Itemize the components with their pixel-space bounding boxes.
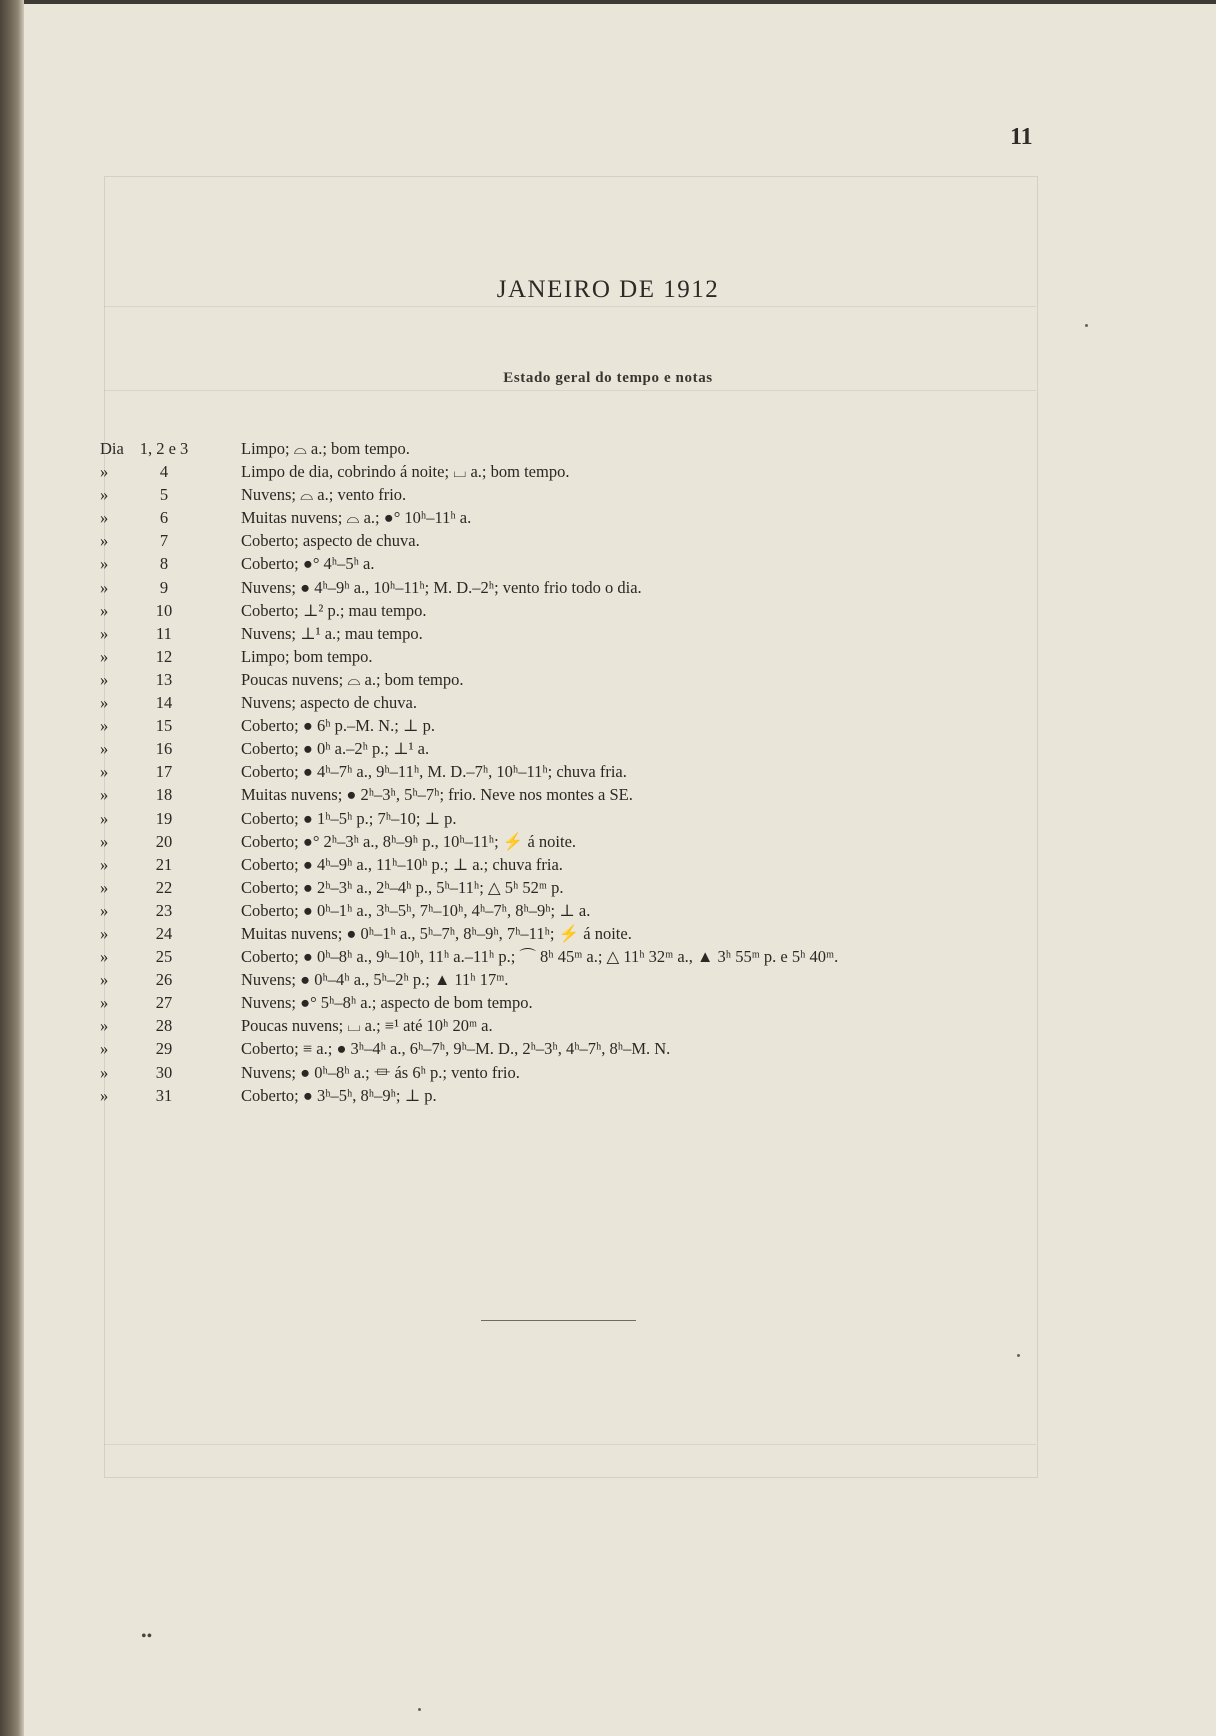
table-row — [0, 899, 1216, 922]
day-number: 16 — [155, 739, 173, 759]
day-label: » — [100, 1085, 109, 1105]
table-row — [0, 691, 1216, 714]
table-row — [0, 783, 1216, 806]
day-number: 26 — [155, 970, 173, 990]
day-number: 30 — [155, 1062, 173, 1082]
day-label: » — [100, 785, 109, 805]
page-subtitle: Estado geral do tempo e notas — [503, 370, 713, 386]
day-label: » — [100, 877, 109, 897]
weather-notes-list — [0, 437, 1216, 1107]
day-label: » — [100, 577, 109, 597]
day-label: » — [100, 508, 109, 528]
day-number: 1, 2 e 3 — [139, 439, 189, 458]
weather-note: Limpo; ⌓ a.; bom tempo. — [241, 439, 410, 458]
day-label: » — [100, 1062, 109, 1082]
day-number: 27 — [155, 993, 173, 1013]
weather-note: Nuvens; ● 0ʰ–8ʰ a.; ⏛ ás 6ʰ p.; vento frio. — [241, 1062, 520, 1082]
day-label: » — [100, 531, 109, 551]
table-row — [0, 807, 1216, 830]
day-label: » — [100, 693, 109, 713]
weather-note: Muitas nuvens; ● 2ʰ–3ʰ, 5ʰ–7ʰ; frio. Neve nos montes a SE. — [241, 785, 633, 805]
table-row — [0, 853, 1216, 876]
day-number: 14 — [155, 693, 173, 713]
weather-note: Muitas nuvens; ● 0ʰ–1ʰ a., 5ʰ–7ʰ, 8ʰ–9ʰ, 7ʰ–11ʰ; ⚡ á noite. — [241, 923, 632, 943]
day-number: 11 — [156, 623, 172, 643]
day-number: 29 — [155, 1039, 173, 1059]
weather-note: Coberto; ● 1ʰ–5ʰ p.; 7ʰ–10; ⊥ p. — [241, 808, 457, 828]
day-label: » — [100, 462, 109, 482]
paper-speck — [1017, 1354, 1020, 1357]
weather-note: Coberto; ● 4ʰ–9ʰ a., 11ʰ–10ʰ p.; ⊥ a.; chuva fria. — [241, 854, 563, 874]
weather-note: Coberto; ● 4ʰ–7ʰ a., 9ʰ–11ʰ, M. D.–7ʰ, 10ʰ–11ʰ; chuva fria. — [241, 762, 627, 782]
weather-note: Coberto; aspecto de chuva. — [241, 531, 420, 551]
day-number: 15 — [155, 716, 173, 736]
table-row — [0, 945, 1216, 968]
day-number: 13 — [155, 669, 173, 689]
day-number: 8 — [159, 554, 169, 574]
weather-note: Limpo; bom tempo. — [241, 646, 373, 666]
table-row — [0, 552, 1216, 575]
bleed-through-line — [104, 390, 1036, 391]
day-number: 6 — [159, 508, 169, 528]
table-row — [0, 483, 1216, 506]
paper-speck — [418, 1708, 421, 1711]
day-number: 20 — [155, 831, 173, 851]
day-number: 7 — [159, 531, 169, 551]
day-number: 18 — [155, 785, 173, 805]
day-number: 17 — [155, 762, 173, 782]
table-row — [0, 1014, 1216, 1037]
bleed-through-line — [104, 1444, 1036, 1445]
day-number: 28 — [155, 1016, 173, 1036]
weather-note: Coberto; ● 2ʰ–3ʰ a., 2ʰ–4ʰ p., 5ʰ–11ʰ; △ 5ʰ 52ᵐ p. — [241, 877, 564, 897]
day-label: » — [100, 947, 109, 967]
day-label: Dia — [100, 439, 124, 458]
weather-note: Nuvens; aspecto de chuva. — [241, 693, 417, 713]
table-row — [0, 506, 1216, 529]
weather-note: Nuvens; ● 0ʰ–4ʰ a., 5ʰ–2ʰ p.; ▲ 11ʰ 17ᵐ. — [241, 970, 509, 990]
day-label: » — [100, 623, 109, 643]
table-row — [0, 760, 1216, 783]
table-row — [0, 599, 1216, 622]
weather-note: Limpo de dia, cobrindo á noite; ⌴ a.; bom tempo. — [241, 462, 570, 482]
weather-note: Muitas nuvens; ⌓ a.; ●° 10ʰ–11ʰ a. — [241, 508, 472, 528]
weather-note: Coberto; ● 0ʰ a.–2ʰ p.; ⊥¹ a. — [241, 739, 430, 759]
day-number: 4 — [159, 462, 169, 482]
day-label: » — [100, 900, 109, 920]
table-row — [0, 529, 1216, 552]
weather-note: Nuvens; ⌓ a.; vento frio. — [241, 485, 407, 505]
page-number: 11 — [1010, 124, 1033, 150]
day-number: 23 — [155, 900, 173, 920]
day-label: » — [100, 716, 109, 736]
day-label: » — [100, 485, 109, 505]
page-title: JANEIRO DE 1912 — [496, 276, 720, 303]
day-number: 5 — [159, 485, 169, 505]
table-row — [0, 922, 1216, 945]
table-row — [0, 460, 1216, 483]
weather-note: Coberto; ≡ a.; ● 3ʰ–4ʰ a., 6ʰ–7ʰ, 9ʰ–M. D., 2ʰ–3ʰ, 4ʰ–7ʰ, 8ʰ–M. N. — [241, 1039, 671, 1059]
day-number: 9 — [159, 577, 169, 597]
day-label: » — [100, 554, 109, 574]
table-row — [0, 991, 1216, 1014]
day-number: 24 — [155, 923, 173, 943]
weather-note: Coberto; ● 3ʰ–5ʰ, 8ʰ–9ʰ; ⊥ p. — [241, 1085, 437, 1105]
table-row — [0, 1061, 1216, 1084]
weather-note: Coberto; ⊥² p.; mau tempo. — [241, 600, 427, 620]
weather-note: Coberto; ● 6ʰ p.–M. N.; ⊥ p. — [241, 716, 435, 736]
day-label: » — [100, 970, 109, 990]
table-row — [0, 576, 1216, 599]
day-label: » — [100, 854, 109, 874]
weather-note: Coberto; ● 0ʰ–1ʰ a., 3ʰ–5ʰ, 7ʰ–10ʰ, 4ʰ–7ʰ, 8ʰ–9ʰ; ⊥ a. — [241, 900, 591, 920]
weather-note: Poucas nuvens; ⌴ a.; ≡¹ até 10ʰ 20ᵐ a. — [241, 1016, 493, 1036]
weather-note: Nuvens; ●° 5ʰ–8ʰ a.; aspecto de bom tempo. — [241, 993, 533, 1013]
table-row — [0, 645, 1216, 668]
day-number: 10 — [155, 600, 173, 620]
day-label: » — [100, 669, 109, 689]
table-row — [0, 622, 1216, 645]
table-row — [0, 437, 1216, 460]
table-row — [0, 830, 1216, 853]
day-label: » — [100, 831, 109, 851]
paper-speck — [1085, 324, 1088, 327]
weather-note: Coberto; ●° 4ʰ–5ʰ a. — [241, 554, 375, 574]
day-label: » — [100, 808, 109, 828]
day-label: » — [100, 600, 109, 620]
day-label: » — [100, 1016, 109, 1036]
table-row — [0, 1084, 1216, 1107]
day-number: 19 — [155, 808, 173, 828]
day-label: » — [100, 762, 109, 782]
day-label: » — [100, 993, 109, 1013]
day-label: » — [100, 739, 109, 759]
table-row — [0, 668, 1216, 691]
day-label: » — [100, 646, 109, 666]
bleed-through-line — [104, 306, 1036, 307]
table-row — [0, 876, 1216, 899]
table-row — [0, 737, 1216, 760]
footer-marks: •• — [141, 1628, 153, 1645]
day-number: 31 — [155, 1085, 173, 1105]
day-label: » — [100, 1039, 109, 1059]
table-row — [0, 714, 1216, 737]
day-label: » — [100, 923, 109, 943]
weather-note: Poucas nuvens; ⌓ a.; bom tempo. — [241, 669, 464, 689]
weather-note: Coberto; ● 0ʰ–8ʰ a., 9ʰ–10ʰ, 11ʰ a.–11ʰ p.; ⌒ 8ʰ 45ᵐ a.; △ 11ʰ 32ᵐ a., ▲ 3ʰ 55ᵐ p. e 5ʰ 40ᵐ. — [241, 947, 839, 967]
weather-note: Nuvens; ● 4ʰ–9ʰ a., 10ʰ–11ʰ; M. D.–2ʰ; vento frio todo o dia. — [241, 577, 642, 597]
weather-note: Coberto; ●° 2ʰ–3ʰ a., 8ʰ–9ʰ p., 10ʰ–11ʰ; ⚡ á noite. — [241, 831, 577, 851]
weather-note: Nuvens; ⊥¹ a.; mau tempo. — [241, 623, 423, 643]
table-row — [0, 1037, 1216, 1060]
day-number: 12 — [155, 646, 173, 666]
day-number: 22 — [155, 877, 173, 897]
section-divider — [481, 1320, 636, 1321]
day-number: 21 — [155, 854, 173, 874]
table-row — [0, 968, 1216, 991]
day-number: 25 — [155, 947, 173, 967]
